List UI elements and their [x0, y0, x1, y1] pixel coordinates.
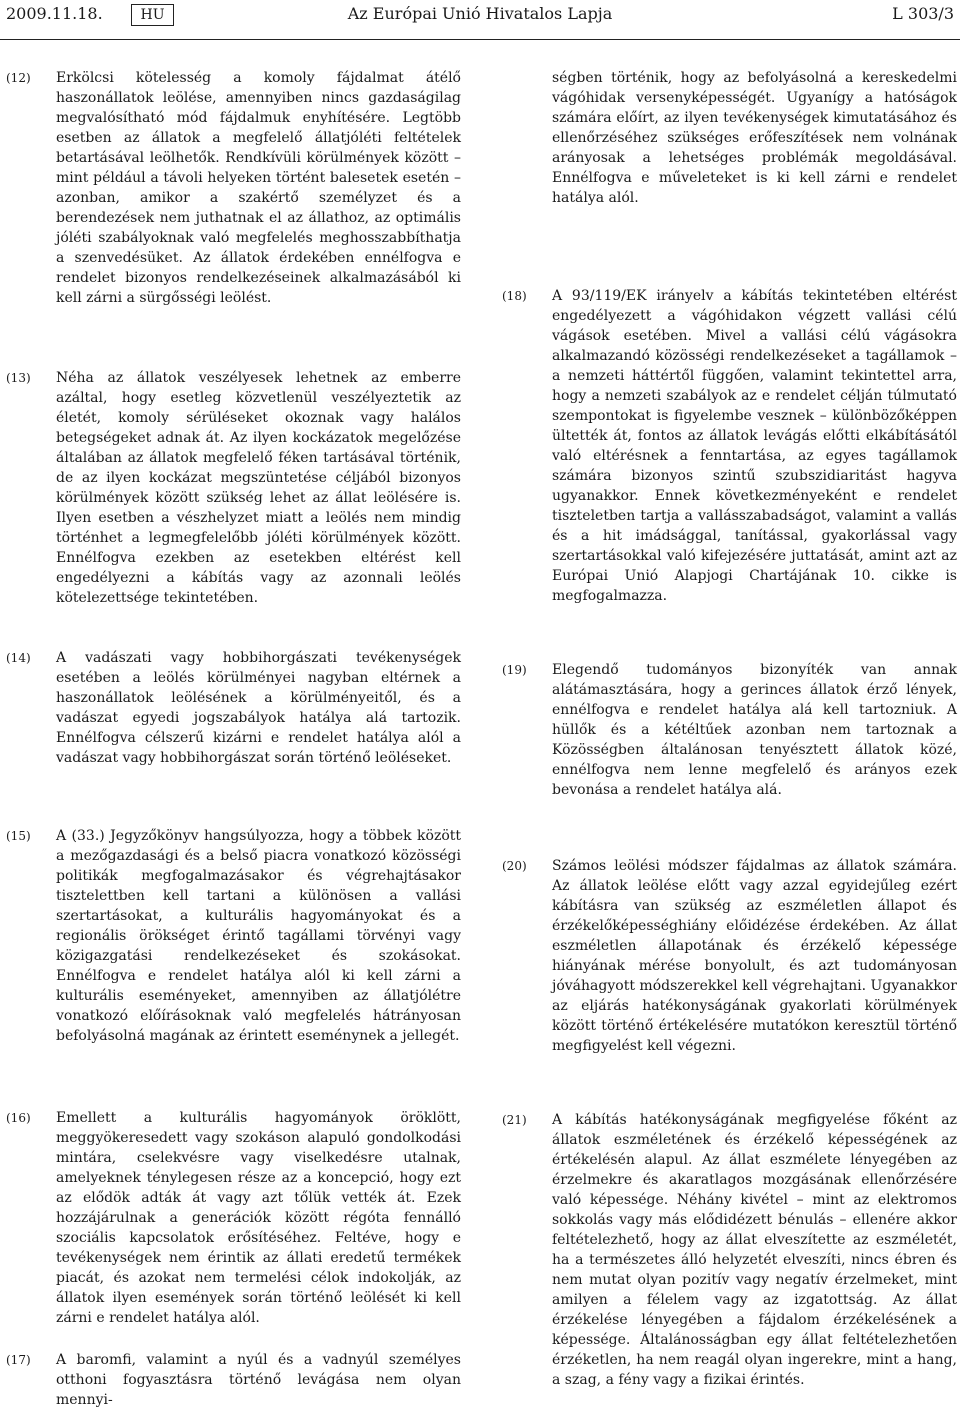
recital-number: (19) [502, 663, 527, 677]
recital-text: Erkölcsi kötelesség a komoly fájdalmat átélő haszonállatok leölése, amennyiben nincs gazdaságilag megvalósítható mód fájdalmuk enyhítésére. Legtöbb esetben az állatok a megfelelő állatjóléti feltételek betartásával leölhetők. Rendkívüli körülmények között – mint például a távoli helyeken történt balesetek esetén – azonban, amikor a szakértő személyzet és a berendezések nem juthatnak el az állathoz, az optimális jóléti szabályoknak való megfelelés meghosszabbíthatja a szenvedésüket. Az állatok érdekében ennélfogva e rendelet bizonyos rendelkezéseinek alkalmazásából ki kell zárni a sürgősségi leölést. [56, 70, 461, 306]
recital-text: A 93/119/EK irányelv a kábítás tekintetében eltérést engedélyezett a vágóhidakon végzett vallási célú vágások esetében. Mivel a vallási célú vágásokra alkalmazandó közösségi rendelkezéseket a tagállamok – a nemzeti háttértől függően, valamint tekintettel arra, hogy a nemzeti szabályok az e rendelet célján túlmutató szempontokat is figyelembe vesznek – különbözőképpen ültették át, fontos az állatok levágás előtti elkábításától való eltérésnek a fenntartása, az egyes tagállamok számára bizonyos szintű szubszidiaritást hagyva ugyanakkor. Ennek következményeként e rendelet tiszteletben tartja a vallásszabadságot, valamint a vallás és a hit imádsággal, tanítással, gyakorlással vagy szertartásokkal való kifejezésére juttatását, amint azt az Európai Unió Alapjogi Chartájának 10. cikke is megfogalmazza. [552, 288, 957, 604]
journal-title: Az Európai Unió Hivatalos Lapja [347, 4, 613, 23]
recital-number: (16) [6, 1111, 31, 1125]
publication-date: 2009.11.18. [6, 4, 103, 23]
recital-text: A kábítás hatékonyságának megfigyelése főként az állatok eszméletének és érzékelő képességének az értékelésén alapul. Az állat eszmélete lényegében az érzelmekre és akaratlagos mozgásának ellenőrzésére való képessége. Néhány kivétel – mint az elektromos sokkolás vagy más elődidézett bénulás – ellenére akkor feltételezhető, hogy az állat elveszítette az eszméletét, ha a természetes álló helyzetét elveszíti, nincs ébren és nem mutat olyan pozitív vagy negatív érzelmeket, mint amilyen a félelem vagy az izgatottság. Az állat érzékelése lényegében a fájdalom érzékelésének a képessége. Általánosságban egy állat feltételezhetően érzéketlen, ha nem reagál olyan ingerekre, mint a hang, a szag, a fény vagy a fizikai érintés. [552, 1112, 957, 1388]
recital-number: (21) [502, 1113, 527, 1127]
recital-17-continued: ségben történik, hogy az befolyásolná a kereskedelmi vágóhidak versenyképességét. Ugyanígy a hatóságok számára előírt, az ilyen tevékenységek kimutatásához és ellenőrzéséhez szükséges erőfeszítések nem volnának arányosak a lehetséges problémák megoldásával. Ennélfogva e műveleteket is ki kell zárni e rendelet hatálya alól. [552, 70, 957, 206]
recital-text: A baromfi, valamint a nyúl és a vadnyúl személyes otthoni fogyasztásra történő levágása nem olyan mennyi- [56, 1352, 461, 1408]
recital-number: (18) [502, 289, 527, 303]
recital-text: A (33.) Jegyzőkönyv hangsúlyozza, hogy a többek között a mezőgazdasági és a belső piacra vonatkozó közösségi politikák megfogalmazásakor és végrehajtásakor tisztelettben kell tartani a különösen a vallási szertartásokat, a kulturális hagyományokat és a regionális örökséget érintő tagállami törvényi vagy közigazgatási rendelkezéseket és szokásokat. Ennélfogva e rendelet hatálya alól ki kell zárni a kulturális eseményeket, amennyiben az állatjólétre vonatkozó előírásoknak való megfelelés hátrányosan befolyásolná magának az érintett eseménynek a jellegét. [56, 828, 461, 1044]
recital-number: (13) [6, 371, 31, 385]
recital-text: Elegendő tudományos bizonyíték van annak alátámasztására, hogy a gerinces állatok érző lények, ennélfogva e rendelet hatálya alá kell tartozniuk. A hüllők és a kétéltűek azonban nem tartoznak a Közösségben általánosan tenyésztett állatok közé, ennélfogva nem lenne megfelelő és arányos ezek bevonása a rendelet hatálya alá. [552, 662, 957, 798]
page-header [0, 0, 960, 40]
header-divider [0, 39, 960, 40]
recital-number: (14) [6, 651, 31, 665]
page-reference: L 303/3 [892, 4, 954, 23]
recital-text: Néha az állatok veszélyesek lehetnek az emberre azáltal, hogy esetleg közvetlenül veszélyeztetik az életét, komoly sérüléseket okoznak vagy halálos betegségeket adnak át. Az ilyen kockázatok megelőzése általában az állatok megfelelő féken tartásával történik, de az ilyen kockázat megszüntetése céljából bizonyos körülmények között szükség lehet az állat leölésére is. Ilyen esetben a vészhelyzet miatt a leölés nem mindig történhet a legmegfelelőbb jóléti körülmények között. Ennélfogva ezekben az esetekben eltérést kell engedélyezni a kábítás vagy az azonnali leölés kötelezettsége tekintetében. [56, 370, 461, 606]
recital-text: Számos leölési módszer fájdalmas az állatok számára. Az állatok leölése előtt vagy azzal egyidejűleg ezért kábításra van szükség az eszméletlen állapot és érzékelőképességhiány előidézése érdekében. Az állat eszméletlen állapotának és érzékelő képessége hiányának mérése bonyolult, és azt tudományosan jóváhagyott módszerekkel kell végrehajtani. Ugyanakkor az eljárás hatékonyságának gyakorlati körülmények között történő értékelésére mutatókon keresztül történő megfigyelést kell végezni. [552, 858, 957, 1054]
recital-number: (12) [6, 71, 31, 85]
recital-text: A vadászati vagy hobbihorgászati tevékenységek esetében a leölés körülményei nagyban eltérnek a haszonállatok leölésének a körülményeitől, és a vadászat egyedi jogszabályok hatálya alá tartozik. Ennélfogva célszerű kizárni e rendelet hatálya alól a vadászat vagy hobbihorgászat során történő leöléseket. [56, 650, 461, 766]
recital-number: (20) [502, 859, 527, 873]
recital-number: (15) [6, 829, 31, 843]
recital-number: (17) [6, 1353, 31, 1367]
language-badge: HU [131, 4, 174, 26]
recital-text: Emellett a kulturális hagyományok öröklött, meggyökeresedett vagy szokáson alapuló gondolkodási mintára, cselekvésre vagy viselkedésre utalnak, amelyeknek ténylegesen része az a koncepció, hogy ezt az elődök adták át vagy azt tőlük vették át. Ezek hozzájárulnak a generációk között régóta fennálló szociális kapcsolatok erősítéséhez. Feltéve, hogy e tevékenységek nem érintik az állati eredetű termékek piacát, és azokat nem termelési célok indokolják, az állatok ilyen események során történő leölését ki kell zárni e rendelet hatálya alól. [56, 1110, 461, 1326]
